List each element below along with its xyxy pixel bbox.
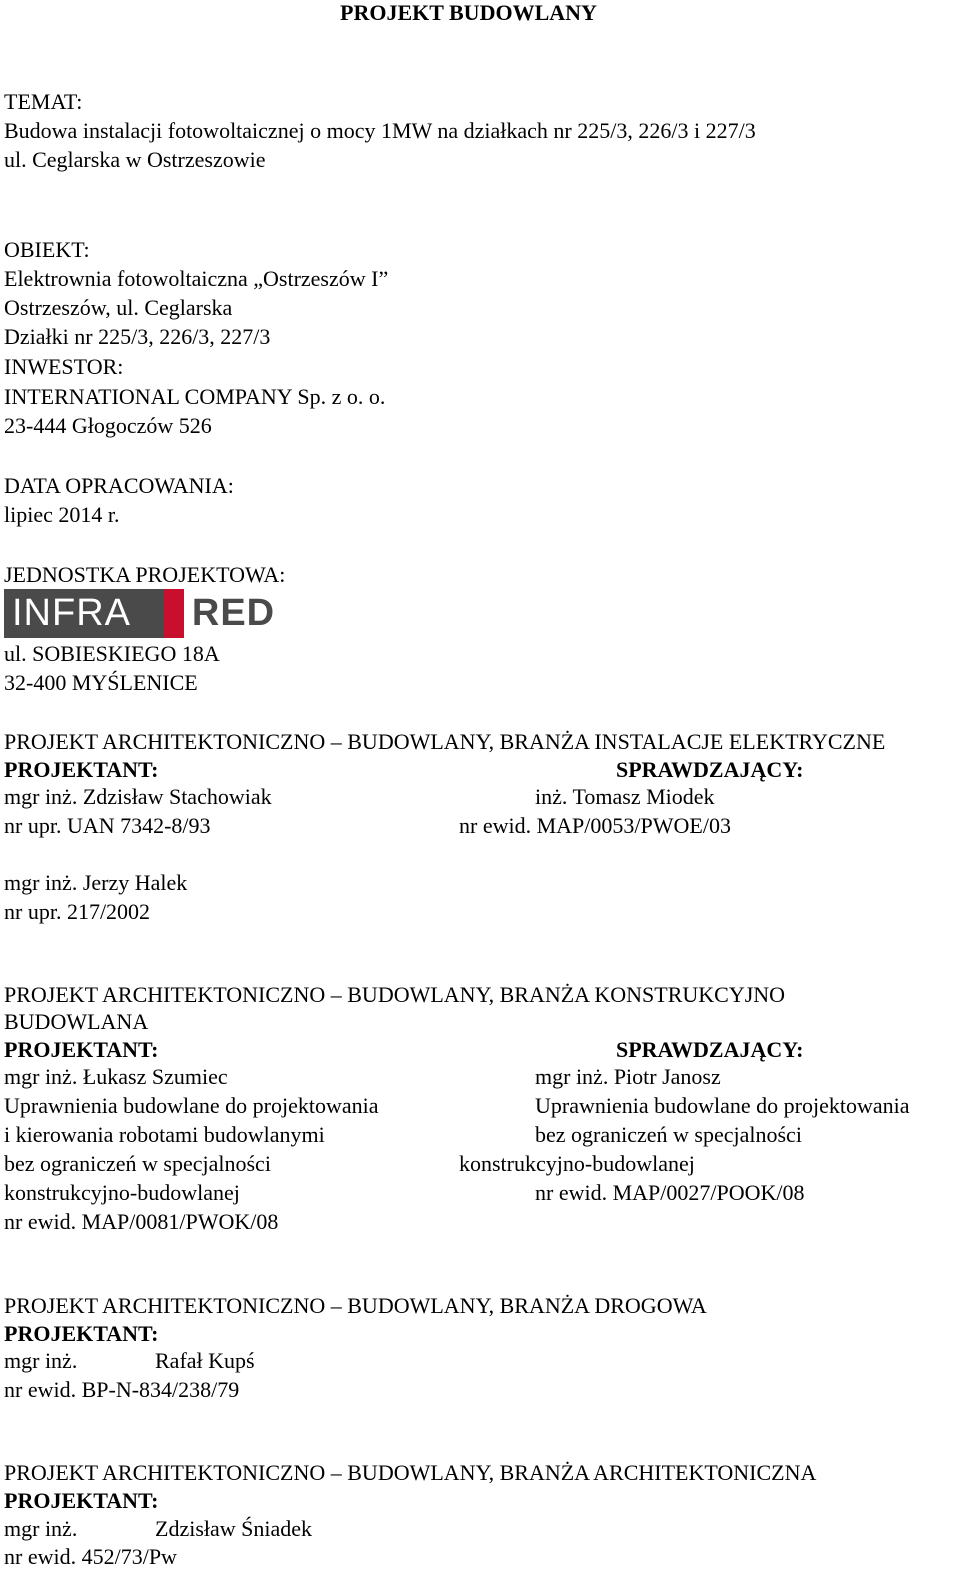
obiekt-line: Elektrownia fotowoltaiczna „Ostrzeszów I”: [4, 266, 389, 291]
sprawdzajacy-number: nr ewid. MAP/0027/POOK/08: [535, 1180, 805, 1205]
section-heading-elektryczne: PROJEKT ARCHITEKTONICZNO – BUDOWLANY, BRANŻA INSTALACJE ELEKTRYCZNE: [4, 729, 886, 754]
projektant-title: mgr inż.: [4, 1516, 78, 1541]
projektant-number: nr ewid. MAP/0081/PWOK/08: [4, 1209, 279, 1234]
projektant-qualification: Uprawnienia budowlane do projektowania: [4, 1093, 379, 1118]
section-heading-drogowa: PROJEKT ARCHITEKTONICZNO – BUDOWLANY, BRANŻA DROGOWA: [4, 1293, 707, 1318]
projektant-number: nr upr. UAN 7342-8/93: [4, 813, 211, 838]
sprawdzajacy-name: inż. Tomasz Miodek: [535, 784, 715, 809]
sprawdzajacy-qualification: konstrukcyjno-budowlanej: [459, 1151, 695, 1176]
page-title: PROJEKT BUDOWLANY: [340, 0, 597, 25]
projektant-label: PROJEKTANT:: [4, 1321, 159, 1346]
projektant-qualification: i kierowania robotami budowlanymi: [4, 1122, 325, 1147]
logo-infra-text: INFRA: [4, 589, 184, 638]
projektant-qualification: bez ograniczeń w specjalności: [4, 1151, 271, 1176]
sprawdzajacy-label: SPRAWDZAJĄCY:: [616, 1037, 804, 1062]
logo-red-text: RED: [184, 589, 283, 638]
inwestor-address: 23-444 Głogoczów 526: [4, 413, 212, 438]
projektant-name: Rafał Kupś: [155, 1348, 255, 1373]
projektant-name: Zdzisław Śniadek: [155, 1516, 313, 1541]
projektant-number: nr ewid. BP-N-834/238/79: [4, 1377, 240, 1402]
temat-line: Budowa instalacji fotowoltaicznej o mocy 1MW na działkach nr 225/3, 226/3 i 227/3: [4, 118, 756, 143]
obiekt-line: Działki nr 225/3, 226/3, 227/3: [4, 324, 271, 349]
logo-red-bar: [164, 589, 184, 638]
sprawdzajacy-number: nr ewid. MAP/0053/PWOE/03: [459, 813, 731, 838]
projektant-name: mgr inż. Jerzy Halek: [4, 870, 188, 895]
projektant-number: nr upr. 217/2002: [4, 899, 151, 924]
data-opracowania-label: DATA OPRACOWANIA:: [4, 473, 234, 498]
projektant-label: PROJEKTANT:: [4, 1037, 159, 1062]
section-heading-konstrukcyjna-cont: BUDOWLANA: [4, 1009, 149, 1034]
temat-label: TEMAT:: [4, 89, 83, 114]
obiekt-label: OBIEKT:: [4, 237, 90, 262]
temat-line: ul. Ceglarska w Ostrzeszowie: [4, 147, 266, 172]
sprawdzajacy-qualification: Uprawnienia budowlane do projektowania: [535, 1093, 910, 1118]
jednostka-city: 32-400 MYŚLENICE: [4, 670, 198, 695]
projektant-qualification: konstrukcyjno-budowlanej: [4, 1180, 240, 1205]
inwestor-label: INWESTOR:: [4, 354, 124, 379]
projektant-name: mgr inż. Łukasz Szumiec: [4, 1064, 228, 1089]
section-heading-konstrukcyjna: PROJEKT ARCHITEKTONICZNO – BUDOWLANY, BRANŻA KONSTRUKCYJNO: [4, 982, 786, 1007]
jednostka-street: ul. SOBIESKIEGO 18A: [4, 641, 220, 666]
obiekt-line: Ostrzeszów, ul. Ceglarska: [4, 295, 233, 320]
sprawdzajacy-qualification: bez ograniczeń w specjalności: [535, 1122, 802, 1147]
sprawdzajacy-name: mgr inż. Piotr Janosz: [535, 1064, 721, 1089]
sprawdzajacy-label: SPRAWDZAJĄCY:: [616, 757, 804, 782]
jednostka-label: JEDNOSTKA PROJEKTOWA:: [4, 562, 286, 587]
projektant-number: nr ewid. 452/73/Pw: [4, 1544, 177, 1569]
projektant-name: mgr inż. Zdzisław Stachowiak: [4, 784, 272, 809]
projektant-title: mgr inż.: [4, 1348, 78, 1373]
data-opracowania-value: lipiec 2014 r.: [4, 502, 120, 527]
section-heading-architektoniczna: PROJEKT ARCHITEKTONICZNO – BUDOWLANY, BRANŻA ARCHITEKTONICZNA: [4, 1460, 817, 1485]
inwestor-name: INTERNATIONAL COMPANY Sp. z o. o.: [4, 384, 386, 409]
projektant-label: PROJEKTANT:: [4, 757, 159, 782]
infrared-logo: [4, 589, 283, 638]
projektant-label: PROJEKTANT:: [4, 1488, 159, 1513]
